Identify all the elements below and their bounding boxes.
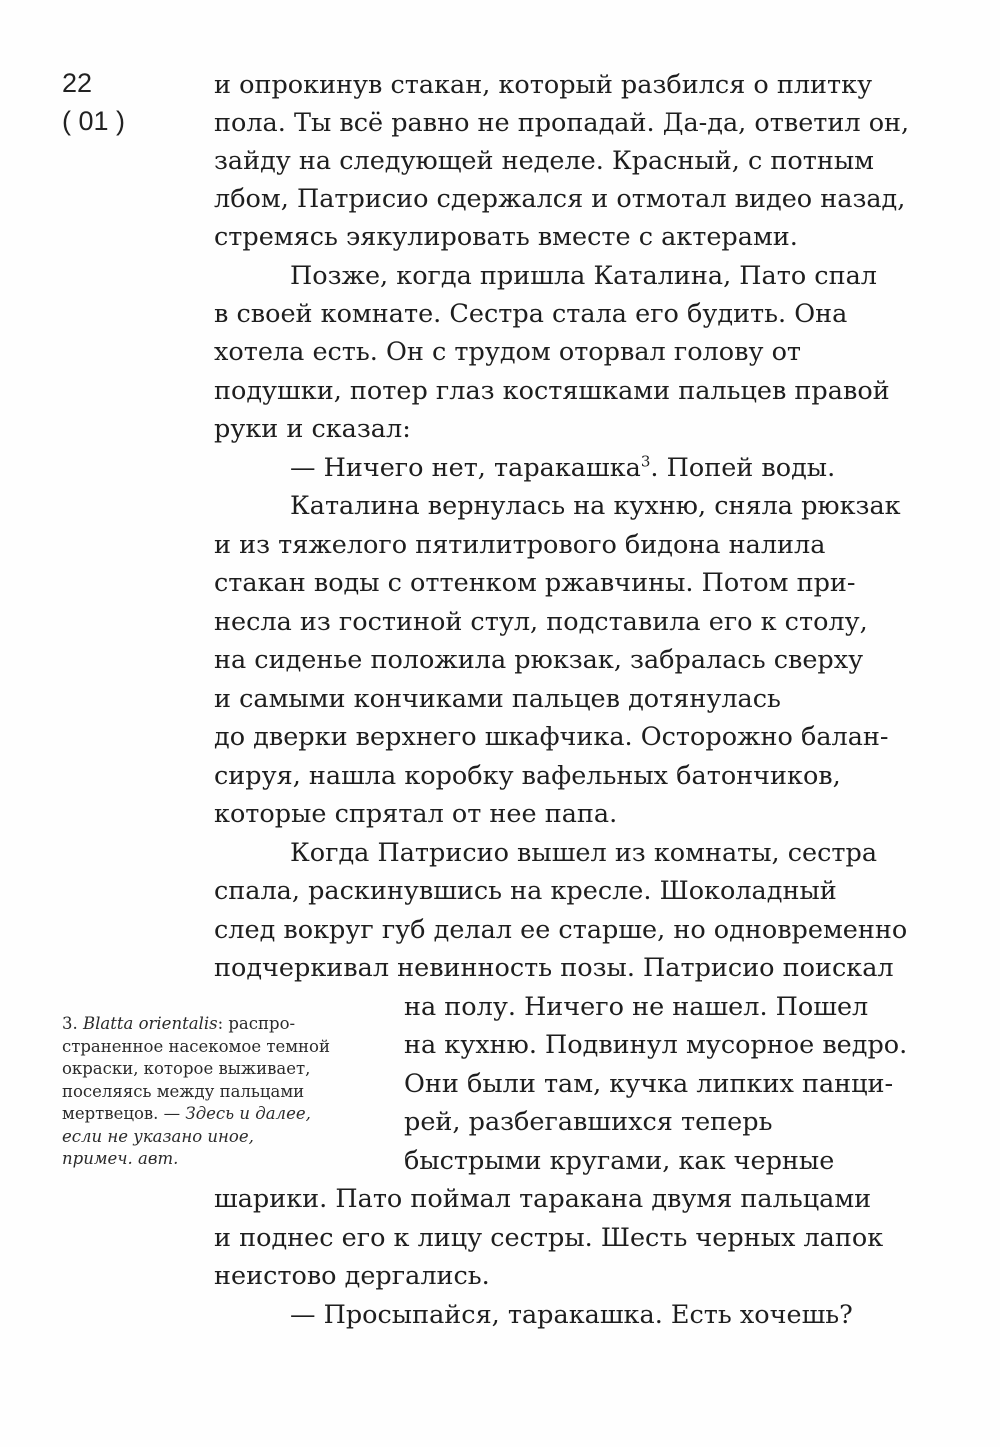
footnote-line (62, 1103, 392, 1126)
footnote-note-italic: Здесь и далее, (185, 1104, 311, 1123)
footnote-text: : распро- (217, 1014, 296, 1033)
text-line: и опрокинув стакан, который разбился о плитку (214, 70, 873, 100)
text-line: неистово дергались. (214, 1261, 490, 1291)
text-line: зайду на следующей неделе. Красный, с потным (214, 146, 874, 176)
footnote-line: поселяясь между пальцами (62, 1081, 305, 1101)
text-line: которые спрятал от нее папа. (214, 799, 618, 829)
footnote-line: окраски, которое выживает, (62, 1059, 311, 1078)
text-line: след вокруг губ делал ее старше, но одновременно (214, 915, 908, 945)
footnote-line: если не указано иное, (62, 1126, 254, 1146)
text-line: на полу. Ничего не нашел. Пошел (404, 992, 869, 1022)
dialogue-line (290, 449, 835, 487)
text-line: несла из гостиной стул, подставила его к столу, (214, 607, 868, 637)
dialogue-text: . Попей воды. (650, 453, 836, 483)
chapter-number: ( 01 ) (62, 106, 126, 136)
text-line: в своей комнате. Сестра стала его будить. Она (214, 299, 848, 329)
text-line: шарики. Пато поймал таракана двумя пальцами (214, 1184, 872, 1214)
text-line: на кухню. Подвинул мусорное ведро. (404, 1030, 908, 1060)
text-line: сируя, нашла коробку вафельных батончиков, (214, 761, 841, 791)
footnote-text: мертвецов. — (62, 1104, 186, 1123)
text-line: и самыми кончиками пальцев дотянулась (214, 684, 781, 714)
text-line: и из тяжелого пятилитрового бидона налила (214, 530, 826, 560)
text-line: руки и сказал: (214, 414, 411, 444)
footnote-line: примеч. авт. (62, 1149, 179, 1168)
paragraph-start-line: Каталина вернулась на кухню, сняла рюкзак (290, 491, 901, 521)
footnote-term: Blatta orientalis (83, 1014, 218, 1033)
text-line: на сиденье положила рюкзак, забралась сверху (214, 645, 864, 675)
text-line: спала, раскинувшись на кресле. Шоколадный (214, 876, 837, 906)
text-line: подушки, потер глаз костяшками пальцев правой (214, 376, 890, 406)
dialogue-text: — Ничего нет, таракашка (290, 453, 641, 483)
text-line: пола. Ты всё равно не пропадай. Да-да, ответил он, (214, 108, 910, 138)
page-number: 22 (62, 68, 93, 98)
footnote-line: страненное насекомое темной (62, 1036, 330, 1056)
text-line: рей, разбегавшихся теперь (404, 1107, 773, 1137)
text-line: подчеркивал невинность позы. Патрисио поискал (214, 953, 894, 983)
text-line: и поднес его к лицу сестры. Шесть черных лапок (214, 1223, 884, 1253)
footnote (62, 1013, 392, 1171)
paragraph-start-line: Когда Патрисио вышел из комнаты, сестра (290, 838, 878, 868)
text-line: быстрыми кругами, как черные (404, 1146, 835, 1176)
text-line: стремясь эякулировать вместе с актерами. (214, 222, 798, 252)
text-line: стакан воды с оттенком ржавчины. Потом при- (214, 568, 856, 598)
paragraph-start-line: Позже, когда пришла Каталина, Пато спал (290, 261, 877, 291)
text-line: хотела есть. Он с трудом оторвал голову от (214, 337, 802, 367)
text-line: Они были там, кучка липких панци- (404, 1069, 894, 1099)
footnote-line (62, 1013, 392, 1036)
dialogue-line: — Просыпайся, таракашка. Есть хочешь? (290, 1300, 853, 1330)
text-line: лбом, Патрисио сдержался и отмотал видео назад, (214, 184, 906, 214)
footnote-number: 3. (62, 1014, 78, 1033)
footnote-reference: 3 (640, 452, 651, 471)
text-line: до дверки верхнего шкафчика. Осторожно балан- (214, 722, 889, 752)
